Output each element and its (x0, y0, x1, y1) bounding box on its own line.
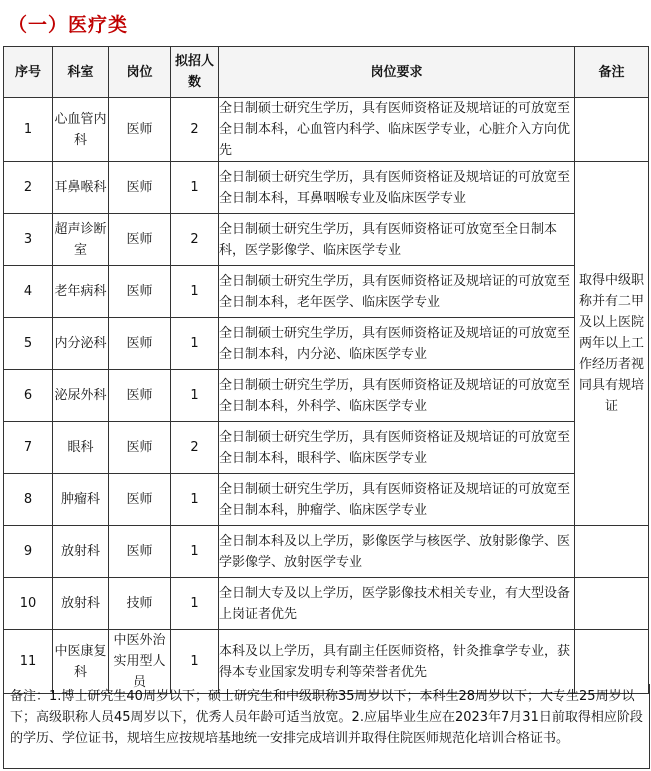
cell-department: 放射科 (53, 526, 109, 578)
cell-count: 2 (171, 98, 219, 162)
table-row (4, 214, 649, 266)
cell-requirements: 全日制硕士研究生学历，具有医师资格证及规培证的可放宽至全日制本科，心血管内科学、临床医学专业，心脏介入方向优先 (219, 98, 575, 162)
cell-count: 1 (171, 162, 219, 214)
cell-requirements: 全日制硕士研究生学历，具有医师资格证及规培证的可放宽至全日制本科，肿瘤学、临床医学专业 (219, 474, 575, 526)
cell-index: 5 (4, 318, 53, 370)
table-row (4, 474, 649, 526)
cell-position: 医师 (109, 266, 171, 318)
cell-department: 眼科 (53, 422, 109, 474)
cell-count: 2 (171, 422, 219, 474)
cell-position: 医师 (109, 422, 171, 474)
cell-count: 1 (171, 526, 219, 578)
cell-count: 1 (171, 266, 219, 318)
cell-count: 1 (171, 318, 219, 370)
table-row (4, 370, 649, 422)
header-position: 岗位 (109, 47, 171, 98)
footnote: 备注：1.博士研究生40周岁以下；硕士研究生和中级职称35周岁以下；本科生28周岁以下；大专生25周岁以下；高级职称人员45周岁以下，优秀人员年龄可适当放宽。2.应届毕业生应在2023年7月31日前取得相应阶段的学历、学位证书，规培生应按规培基地统一安排完成培训并取得住院医师规范化培训合格证书。 (3, 684, 650, 769)
cell-requirements: 全日制硕士研究生学历，具有医师资格证及规培证的可放宽至全日制本科，耳鼻咽喉专业及临床医学专业 (219, 162, 575, 214)
cell-department: 放射科 (53, 578, 109, 630)
cell-index: 9 (4, 526, 53, 578)
cell-requirements: 本科及以上学历，具有副主任医师资格，针灸推拿学专业，获得本专业国家发明专利等荣誉者优先 (219, 630, 575, 694)
cell-position: 医师 (109, 526, 171, 578)
cell-index: 8 (4, 474, 53, 526)
cell-department: 内分泌科 (53, 318, 109, 370)
header-index: 序号 (4, 47, 53, 98)
cell-department: 心血管内科 (53, 98, 109, 162)
table-row (4, 318, 649, 370)
cell-position: 中医外治实用型人员 (109, 630, 171, 694)
cell-index: 3 (4, 214, 53, 266)
cell-count: 2 (171, 214, 219, 266)
cell-requirements: 全日制本科及以上学历，影像医学与核医学、放射影像学、医学影像学、放射医学专业 (219, 526, 575, 578)
cell-requirements: 全日制硕士研究生学历，具有医师资格证可放宽至全日制本科，医学影像学、临床医学专业 (219, 214, 575, 266)
header-department: 科室 (53, 47, 109, 98)
cell-department: 泌尿外科 (53, 370, 109, 422)
table-row (4, 98, 649, 162)
cell-requirements: 全日制硕士研究生学历，具有医师资格证及规培证的可放宽至全日制本科，内分泌、临床医学专业 (219, 318, 575, 370)
section-title: （一）医疗类 (8, 14, 129, 36)
cell-position: 医师 (109, 214, 171, 266)
cell-department: 中医康复科 (53, 630, 109, 694)
cell-remark: 取得中级职称并有二甲及以上医院两年以上工作经历者视同具有规培证 (575, 162, 649, 526)
cell-index: 4 (4, 266, 53, 318)
table-row (4, 422, 649, 474)
cell-requirements: 全日制硕士研究生学历，具有医师资格证及规培证的可放宽至全日制本科，外科学、临床医学专业 (219, 370, 575, 422)
cell-count: 1 (171, 474, 219, 526)
cell-count: 1 (171, 630, 219, 694)
cell-department: 耳鼻喉科 (53, 162, 109, 214)
cell-index: 10 (4, 578, 53, 630)
cell-index: 7 (4, 422, 53, 474)
cell-department: 超声诊断室 (53, 214, 109, 266)
table-row (4, 162, 649, 214)
cell-index: 6 (4, 370, 53, 422)
header-count: 拟招人数 (171, 47, 219, 98)
cell-count: 1 (171, 578, 219, 630)
cell-department: 肿瘤科 (53, 474, 109, 526)
cell-department: 老年病科 (53, 266, 109, 318)
recruitment-table (3, 46, 649, 694)
header-requirements: 岗位要求 (219, 47, 575, 98)
cell-position: 医师 (109, 370, 171, 422)
cell-position: 医师 (109, 162, 171, 214)
cell-position: 医师 (109, 474, 171, 526)
table-row (4, 578, 649, 630)
cell-requirements: 全日制硕士研究生学历，具有医师资格证及规培证的可放宽至全日制本科，眼科学、临床医学专业 (219, 422, 575, 474)
table-row (4, 266, 649, 318)
cell-index: 2 (4, 162, 53, 214)
table-header-row (4, 47, 649, 98)
cell-index: 11 (4, 630, 53, 694)
cell-requirements: 全日制硕士研究生学历，具有医师资格证及规培证的可放宽至全日制本科，老年医学、临床医学专业 (219, 266, 575, 318)
cell-count: 1 (171, 370, 219, 422)
cell-requirements: 全日制大专及以上学历，医学影像技术相关专业，有大型设备上岗证者优先 (219, 578, 575, 630)
cell-position: 医师 (109, 318, 171, 370)
cell-position: 医师 (109, 98, 171, 162)
table-row (4, 526, 649, 578)
cell-index: 1 (4, 98, 53, 162)
header-remark: 备注 (575, 47, 649, 98)
cell-position: 技师 (109, 578, 171, 630)
